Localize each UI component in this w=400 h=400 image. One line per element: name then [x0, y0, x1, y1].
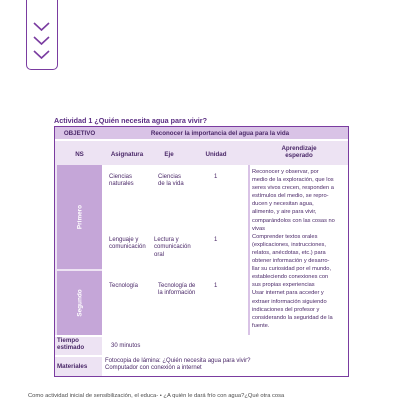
learning-line: llar su curiosidad por el mundo,: [252, 266, 332, 273]
row-3-unit: 1: [214, 283, 218, 289]
learning-line: considerando la seguridad de la: [252, 314, 333, 321]
materials-value: Fotocopia de lámina: ¿Quién necesita agua para vivir? Computador con conexión a internet: [105, 358, 251, 372]
learning-outcomes: [252, 168, 347, 330]
row-3-axis: Tecnología de la información: [158, 283, 196, 297]
header-level: NS: [75, 151, 84, 158]
row-2-axis: Lectura y comunicación oral: [154, 237, 191, 258]
chevron-badge: [26, 0, 58, 70]
time-value: 30 minutos: [111, 343, 141, 349]
level-segundo: Segundo: [57, 271, 102, 335]
row-3-subject: Tecnología: [109, 283, 139, 289]
header-axis: Eje: [164, 151, 174, 158]
learning-line: Usar internet para acceder y: [252, 290, 324, 297]
learning-line: vivas: [252, 225, 265, 232]
learning-line: sus propias experiencias: [252, 282, 315, 289]
header-subject: Asignatura: [110, 151, 144, 158]
objective-label: OBJETIVO: [63, 130, 96, 137]
learning-line: medio de la exploración, que los: [252, 177, 334, 184]
learning-line: estímulos del medio, se repro-: [252, 193, 329, 200]
materials-label: Materiales: [57, 363, 88, 370]
time-label: Tiempo estimado: [57, 337, 85, 352]
learning-line: seres vivos crecen, responden a: [252, 185, 334, 192]
row-2-unit: 1: [214, 237, 218, 243]
learning-line: indicaciones del profesor y: [252, 306, 320, 313]
learning-line: (explicaciones, instrucciones,: [252, 241, 326, 248]
learning-line: ducen y necesitan agua,: [252, 201, 314, 208]
objective-value: Reconocer la importancia del agua para la vida: [150, 130, 290, 137]
learning-line: Comprender textos orales: [252, 233, 318, 240]
learning-line: comparándolos con las cosas no: [252, 217, 335, 224]
row-1-axis: Ciencias de la vida: [158, 174, 184, 188]
row-1-subject: Ciencias naturales: [109, 174, 134, 188]
learning-line: fuente.: [252, 322, 270, 329]
level-primero: Primero: [57, 165, 102, 269]
chevron-down-icon: [32, 21, 51, 63]
bottom-text: Como actividad inicial de sensibilización, el educa- • ¿A quién le dará frío con agua?¿Qué otra cosa: [28, 393, 285, 399]
activity-table: [54, 126, 349, 377]
learning-line: relatos, anécdotas, etc.) para: [252, 249, 326, 256]
learning-line: obtener información y desarro-: [252, 258, 330, 265]
header-unit: Unidad: [205, 151, 227, 158]
learning-line: extraer información siguiendo: [252, 298, 327, 305]
row-2-subject: Lenguaje y comunicación: [109, 237, 146, 251]
learning-line: alimento, y aire para vivir,: [252, 209, 317, 216]
activity-title: Actividad 1 ¿Quién necesita agua para vivir?: [54, 116, 207, 125]
learning-line: estableciendo conexiones con: [252, 274, 329, 281]
header-learning: Aprendizaje esperado: [281, 145, 317, 160]
learning-line: Reconocer y observar, por: [252, 169, 319, 175]
row-1-unit: 1: [214, 174, 218, 180]
